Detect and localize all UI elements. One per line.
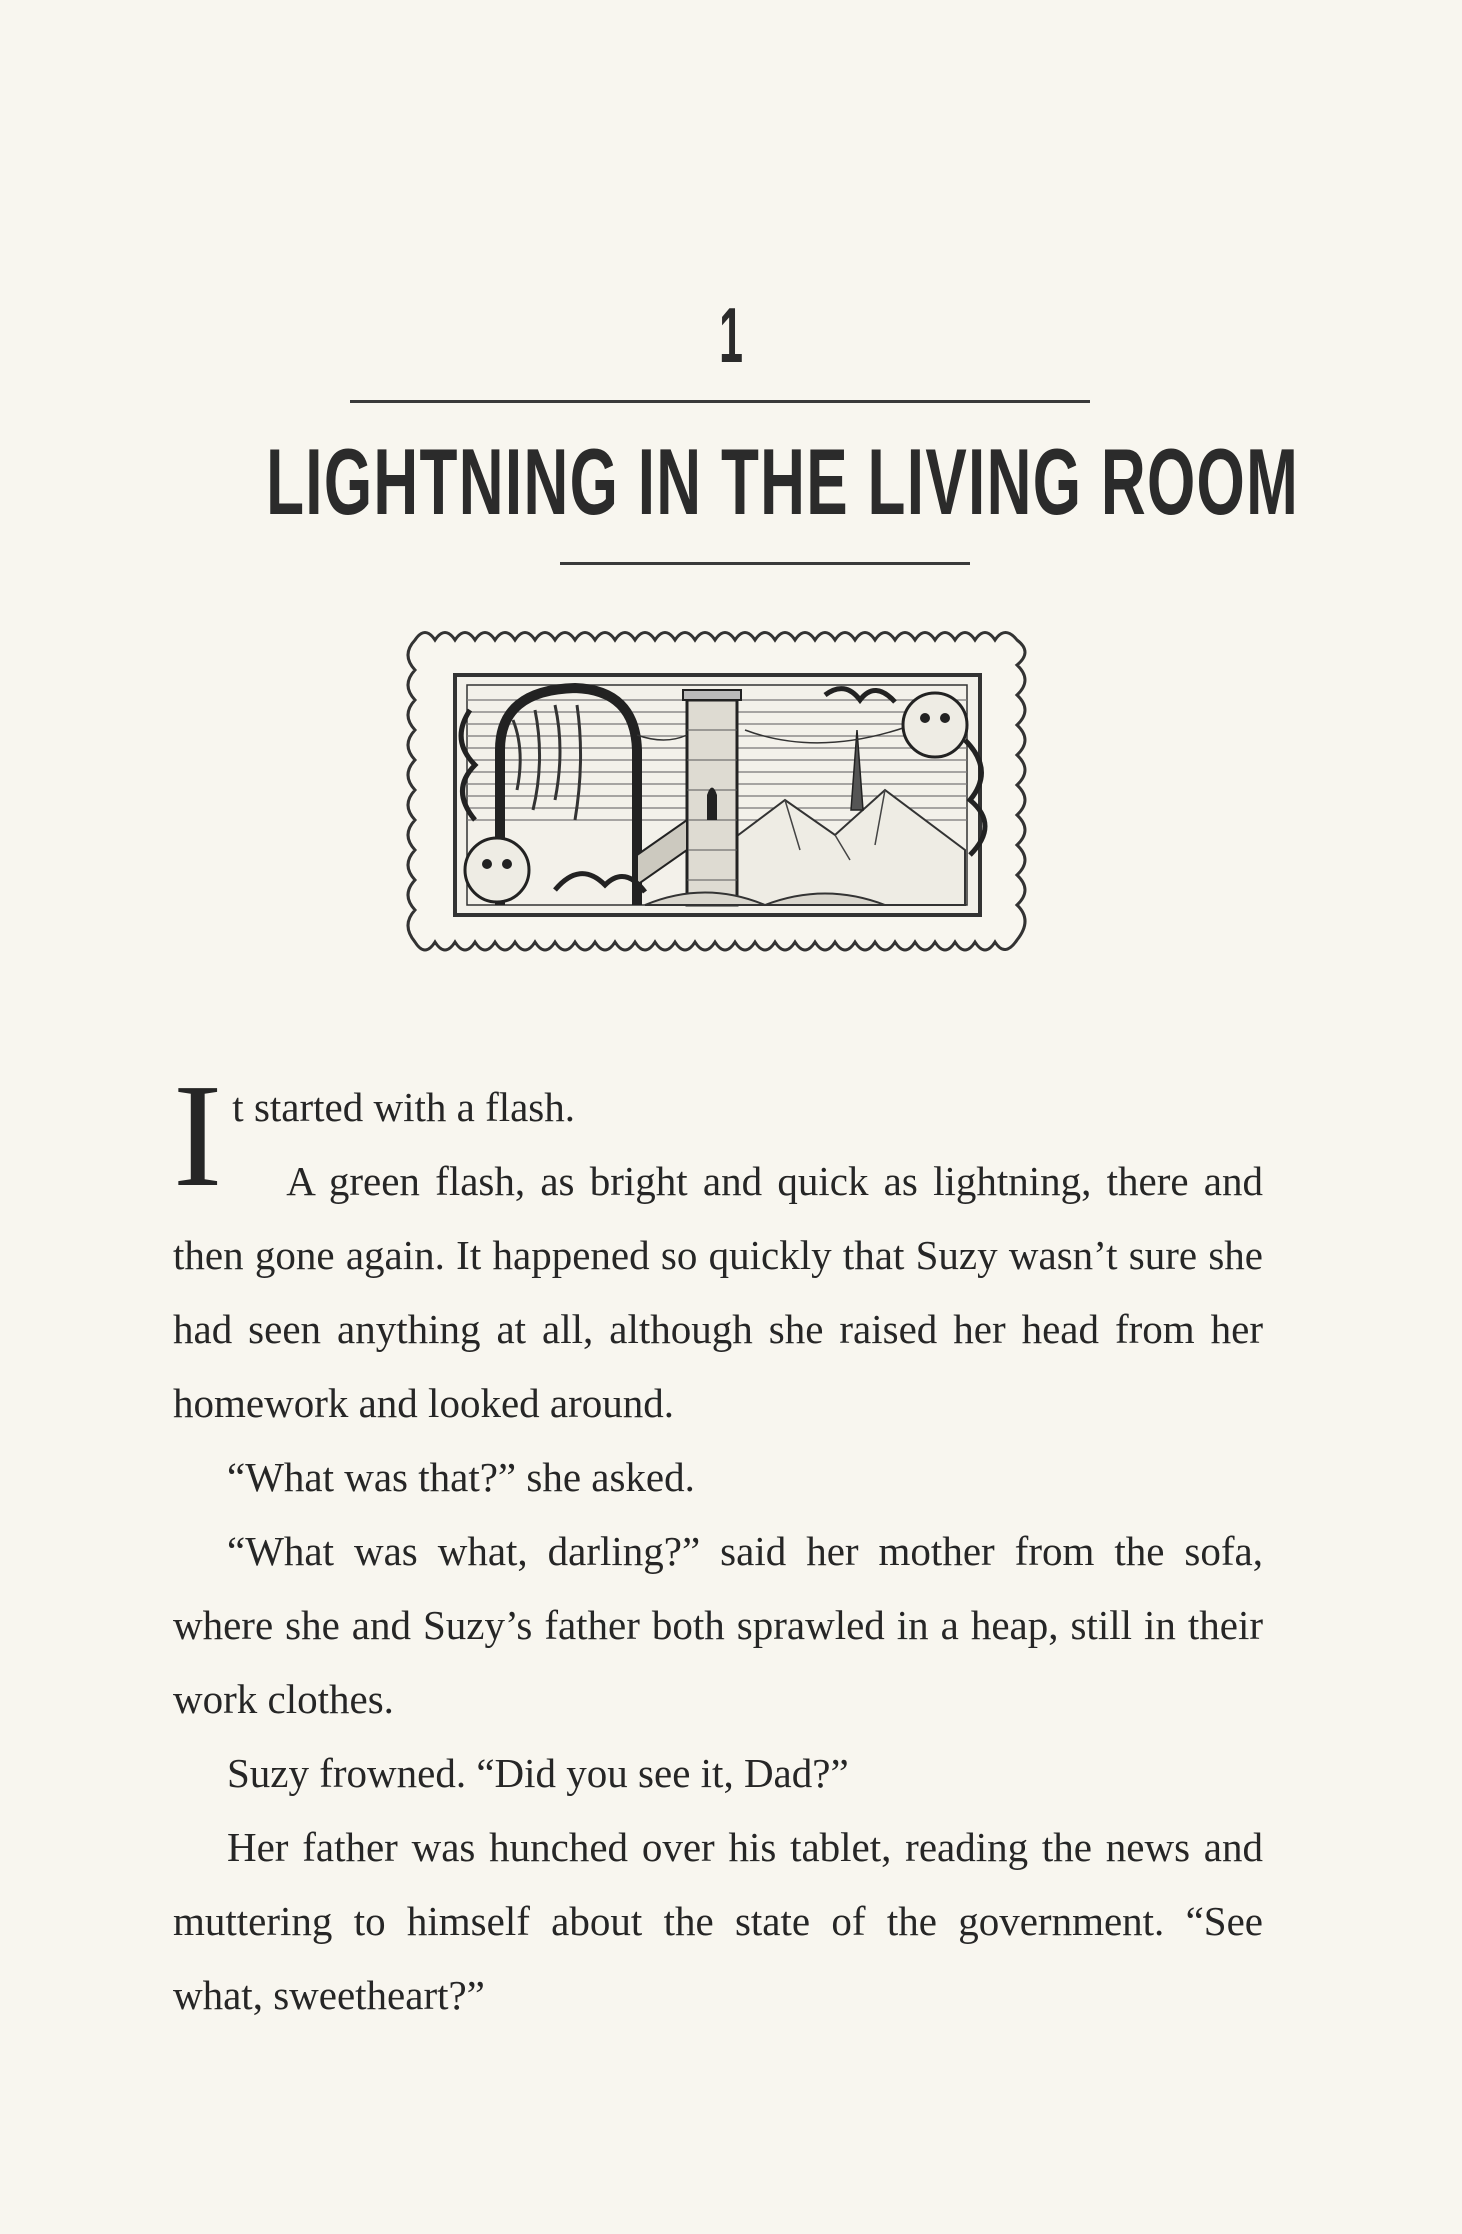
drop-cap: I <box>173 1054 223 1218</box>
chapter-title <box>0 429 1462 534</box>
chapter-title-text: LIGHTNING IN THE LIVING ROOM <box>266 429 1300 534</box>
chapter-number: 1 <box>719 291 743 379</box>
title-rule-top <box>350 400 1090 403</box>
paragraph-1 <box>173 1054 1263 1218</box>
paragraph-6: Her father was hunched over his tablet, reading the news and muttering to himself about the state of the government. “See what, sweetheart?” <box>173 1824 1263 2018</box>
title-rule-bottom <box>560 562 970 565</box>
chapter-body <box>173 1054 1263 2032</box>
paragraph-3: “What was that?” she asked. <box>227 1454 695 1500</box>
paragraph-5: Suzy frowned. “Did you see it, Dad?” <box>227 1750 849 1796</box>
paragraph-4: “What was what, darling?” said her mother from the sofa, where she and Suzy’s father both sprawled in a heap, still in their work clothes. <box>173 1528 1263 1722</box>
paragraph-1-text: t started with a flash. <box>232 1084 576 1130</box>
stamp-castle-tower-icon <box>405 620 1030 965</box>
paragraph-2: A green flash, as bright and quick as lightning, there and then gone again. It happened so quickly that Suzy wasn’t sure she had seen anything at all, although she raised her head from her homework and looked around. <box>173 1158 1263 1426</box>
